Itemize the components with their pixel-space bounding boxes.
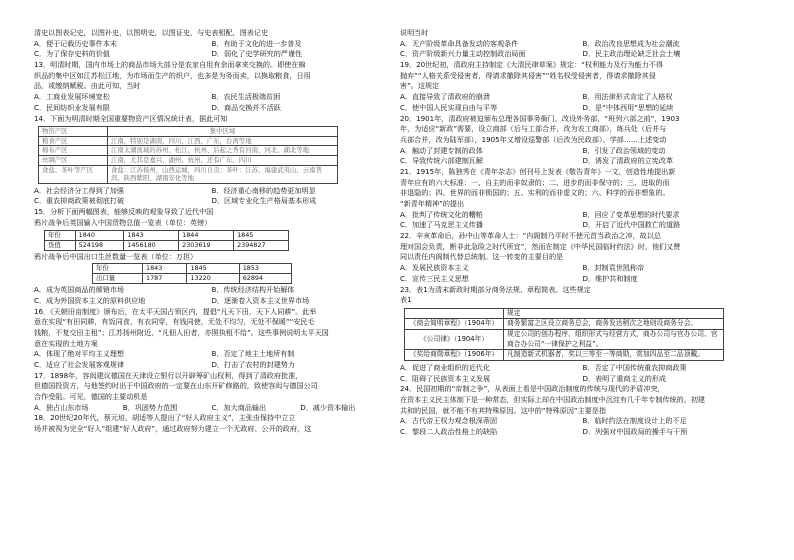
- table-cell: 1844: [179, 230, 234, 240]
- table-cell: 粮食产区: [39, 136, 108, 146]
- q14-option: C．重农抑商政策被彻底打破: [34, 196, 125, 206]
- q15-option: B．传统经济结构开始解体: [211, 285, 295, 295]
- table-cell: 丝绸产区: [39, 155, 108, 165]
- q22-option: D．维护共和制度: [582, 273, 638, 283]
- q19-option: C．使中国人民实现自由与平等: [400, 102, 498, 112]
- q21-option: D．开启了近代中国救亡的道路: [582, 220, 681, 230]
- q16-stem-line: 钱粮，不复交田主租”；江苏扬州附近，“凡佃人田者，亦照执租不给”。这些事例说明太平天国: [34, 327, 329, 337]
- q13-stem-line: 13．明清时期，国内市场上的商品市场大部分是农家自用有余而拿来交换的。即使在棉: [34, 60, 306, 70]
- q15-table-a: [44, 230, 289, 251]
- q15-stem: 15．分析下面两幅图表，能够反映的观象导致了近代中国: [34, 207, 214, 217]
- q16-option: D．打击了农村的封建势力: [211, 360, 295, 369]
- q19-option: D．是“中体西用”思想的延续: [582, 102, 674, 112]
- q17-option: B．巩固势力范围: [122, 402, 178, 412]
- q17-stem-line: 但德国投资方，与他签约时出于中国政府的一定要在山东开矿修路的，致使容闳与德国公司: [34, 381, 318, 391]
- q12-option-b: B．有助于文化的进一步普及: [211, 38, 302, 48]
- q16-options-row: [34, 360, 389, 371]
- q23-option: C．阻碍了民族资本主义发展: [400, 373, 491, 383]
- table-row: [93, 274, 292, 284]
- table-header-cell: 集中区域: [108, 127, 338, 137]
- table-cell: 食盐、茶叶等产区: [39, 165, 108, 183]
- table-cell: 62894: [239, 274, 291, 284]
- q14-options-row: [34, 186, 389, 197]
- q23-options-row: [400, 374, 765, 385]
- table-row: [45, 230, 289, 240]
- q20-stem-line: 20．1901年，清政府被迫颁布总理各国事务衙门，改设外务部，“班列六部之前”，1903: [400, 113, 680, 123]
- q15-options-row: [34, 285, 389, 296]
- table-cell: 商务繁富之区设立商务总会，商务发达稍次之地则设商务分会。: [504, 319, 724, 330]
- q16-option: C．适应了社会发展客观规律: [34, 360, 125, 369]
- table-cell: 江南，尤其是嘉兴、湖州、杭州、还有广东、四川: [108, 155, 338, 165]
- table-cell: 2394827: [234, 240, 289, 250]
- q24-option: A．古代帝王权力观念根深蒂固: [400, 416, 498, 426]
- q12-option-d: D．弱化了史学研究的严谨性: [211, 49, 303, 59]
- q17-stem-line: 17．1898年，容闳建议德国在天津设立银行以开辟筹矿山权利，得到了清政府批准，: [34, 370, 303, 380]
- table-row: [39, 136, 338, 146]
- q22-stem-line: 22．辛亥革命后，孙中山等革命人士：“内阁制乃平时不使元首当政治之冲，故以总: [400, 231, 661, 241]
- table-cell: 《公司律》（1904年）: [405, 330, 504, 350]
- q20-option: C．导致传统六部建制瓦解: [400, 156, 483, 166]
- q12-stem: 清史以图表记史，以图补史，以图明史，以图证史，与史表相配，图表记史: [34, 28, 269, 37]
- q19-stem-line: 19．20世纪初，清政府主持制定《大清民律草案》规定：“权利能力及行为能力不得: [400, 60, 663, 70]
- q19-option: B．用法律形式肯定了人格权: [582, 92, 673, 102]
- table-header-row: [39, 127, 338, 137]
- q21-options-row: [400, 220, 765, 231]
- q23-table: [404, 308, 724, 361]
- q23-option: B．否定了中国传统重农抑商政策: [582, 362, 687, 372]
- table-cell: 货值: [45, 240, 76, 250]
- table-cell: 2303619: [179, 240, 234, 250]
- q14-stem: 14．下面为明清时期全国重要物资产区情况统计表，据此可知: [34, 113, 228, 123]
- q20-stem-line: 兵部合并，改为陆军部），1905年又增设巡警部（后改为民政部）、学部……上述变动: [400, 134, 667, 144]
- q22-options-row: [400, 274, 765, 285]
- table-cell: 1456180: [124, 240, 179, 250]
- q16-option: B．否定了地主土地所有制: [211, 349, 295, 359]
- q23-stem: 23．表1为清末新政时期部分商务法规、章程简表。这些规定: [400, 284, 591, 294]
- q22-stem-line: 同以责任内阁制代替总统制。这一转变的主要目的是: [400, 252, 564, 262]
- q18-option: A．无产阶级革命具备发动的客观条件: [400, 38, 519, 48]
- q17-option: D．减少资本输出: [300, 402, 356, 412]
- q14-table: [38, 126, 338, 184]
- q18-options-row: [400, 39, 765, 50]
- q15-table-b: [92, 263, 292, 284]
- q21-option: A．批判了传统文化的糟粕: [400, 209, 483, 219]
- q21-stem-line: “新青年精神”的提出: [400, 199, 465, 208]
- q20-stem-line: 年，为适应“新政”需要，设立商部（后与工部合并，改为农工商部），练兵处（后并与: [400, 124, 667, 134]
- table-row: [39, 155, 338, 165]
- q17-stem-line: 合作受阻。可见，德国的主要动机是: [34, 392, 148, 402]
- q13-option: A．工商业发展环境宽松: [34, 92, 110, 102]
- q20-option: B．引发了政治领域的变动: [582, 145, 666, 155]
- q13-option: B．农民生活极端贫困: [211, 92, 281, 102]
- q15-table-b-caption: 鸦片战争后中国出口生丝数量一览表（单位：万担）: [34, 251, 198, 261]
- table-cell: 《商会简明章程》（1904年）: [405, 319, 504, 330]
- table-cell: 棉布产区: [39, 146, 108, 156]
- table-cell: 出口量: [93, 274, 143, 284]
- q19-stem-line: 害”。这规定: [400, 81, 440, 91]
- table-cell: 1845: [234, 230, 289, 240]
- q24-options-row: [400, 427, 765, 438]
- q15-option: C．成为外国资本主义的原料供应地: [34, 295, 146, 305]
- q17-option: C．加大商品输出: [211, 402, 267, 412]
- left-column: [34, 28, 389, 435]
- q13-stem-line: 品，或缴纳赋税。由此可知，当时: [34, 81, 141, 91]
- q24-options-row: [400, 416, 765, 427]
- q22-option: C．宣传三民主义思想: [400, 273, 469, 283]
- q24-option: C．黎段二人政治性格上的缺陷: [400, 426, 498, 436]
- q21-option: B．回应了变革思想的时代要求: [582, 209, 680, 219]
- q13-stem-line: 织品的集中区如江苏松江地，为市场而生产的织户，也多是为务而卖，以换取粮食，日用: [34, 70, 311, 80]
- q12-option-c: C．为了保存史料的价值: [34, 49, 110, 59]
- table-cell: 规定公司的创办程序、组织形式与经营方式，商办公司与官办公司、官商合办公司“一律保护之利益”。: [504, 330, 724, 350]
- q17-option: A．独占山东市场: [34, 402, 89, 412]
- q12-options-row-1: [34, 39, 389, 50]
- table-cell: 江南太湖流域的苏州、松江、杭州、后起之秀有河南、河北、湖北等地: [108, 146, 338, 156]
- right-column: [400, 28, 765, 438]
- q15-table-a-caption: 鸦片战争后英国输入中国货物总值一览表（单位：英镑）: [34, 217, 212, 227]
- q18-stem-line: 18．20世纪20年代，蔡元培、胡适等人提出了“好人政府主义”，主张由保持中立立: [34, 413, 296, 423]
- table-row: [405, 350, 724, 361]
- q15-option: A．成为英国商品的倾销市场: [34, 285, 124, 295]
- q16-options-row: [34, 349, 389, 360]
- q21-stem-line: 青年应有的六大标准：一、自主的而非奴隶的；二、进步的而非保守的；三、进取的而: [400, 177, 670, 187]
- q13-option: C．民间纺织业发展有限: [34, 102, 110, 112]
- table-cell: 1787: [143, 274, 187, 284]
- q15-options-row: [34, 296, 389, 307]
- table-cell: 13220: [187, 274, 239, 284]
- q18-stem-continued: 说明当时: [400, 28, 429, 37]
- q19-stem-line: 抛弃”“人格关系受侵害者，得请求撤除其侵害”“姓名权受侵害者，得请求撤除其侵: [400, 70, 656, 80]
- table-cell: 1843: [143, 264, 187, 274]
- q18-options-row: [400, 49, 765, 60]
- table-cell: 1840: [75, 230, 124, 240]
- q17-options-row: [34, 403, 389, 414]
- table-header-cell: 规定: [504, 308, 724, 319]
- table-cell: 凡制造新式机器者，奖以三等至一等商勋，赏加四品至二品顶戴。: [504, 350, 724, 361]
- q21-stem-line: 非退隐的；四、世界的而非锁国的；五、实利的而非虚文的；六、科学的而非想象的。: [400, 188, 670, 198]
- q19-option: A．直接导致了清政府的崩溃: [400, 92, 490, 102]
- q22-option: A．发展民族资本主义: [400, 263, 469, 273]
- q23-option: A．促进了商业组织的近代化: [400, 362, 490, 372]
- q15-option: D．逐渐卷入资本主义世界市场: [211, 295, 310, 305]
- q13-options-row: [34, 92, 389, 103]
- q13-options-row: [34, 103, 389, 114]
- q14-option: D．区域专业化生产格局基本形成: [211, 196, 317, 206]
- q23-table-label: 表1: [400, 295, 412, 305]
- q14-options-row: [34, 196, 389, 207]
- q24-option: B．临时约法在制度设计上的不足: [582, 416, 687, 426]
- table-row: [39, 165, 338, 183]
- q12-option-a: A．便于记载历史事件本末: [34, 38, 117, 48]
- q22-stem-line: 理对国会负责，断非此急险之时代所宜”，然而在制定《中华民国临时约法》时，他们又赞: [400, 241, 681, 251]
- q18-option: C．资产阶级新兴力量主动控制政治局面: [400, 49, 526, 59]
- table-cell: 1853: [239, 264, 291, 274]
- table-row: [93, 264, 292, 274]
- table-cell: 年份: [45, 230, 76, 240]
- table-cell: 1843: [124, 230, 179, 240]
- q20-option: A．触动了封建专制的政体: [400, 145, 483, 155]
- q14-option: B．经济重心南移的趋势更加明显: [211, 185, 316, 195]
- table-cell: 年份: [93, 264, 143, 274]
- q13-option: D．商品交换并不活跃: [211, 102, 281, 112]
- q16-stem-line: 意在实现“有田同耕，有饭同食，有衣同穿，有钱同使，无处不均匀，无处不保暖”“安民毛: [34, 317, 315, 327]
- table-cell: 《奖给商勋章程》（1906年）: [405, 350, 504, 361]
- table-row: [405, 330, 724, 350]
- q16-stem-line: 意在实现的土地方案: [34, 338, 98, 348]
- q20-options-row: [400, 146, 765, 157]
- q18-stem-line: 场并被视为完全“好人”组建“好人政府”，通过政府努力建立一个无政府、公开的政府，这: [34, 424, 312, 434]
- q22-options-row: [400, 263, 765, 274]
- q24-stem-line: 共和的民国，就不能不有其特殊原因。这中的“特殊原因”主要是指: [400, 405, 606, 415]
- q20-option: D．诱发了清政府的立宪改革: [582, 156, 674, 166]
- q24-stem-line: 在资本主义民主体制下是一种常态，但实际上却在中国政治制度中沉淀有几千年专制传统的、初建: [400, 394, 706, 404]
- q14-option: A．社会经济分工得到了加强: [34, 185, 124, 195]
- table-row: [45, 240, 289, 250]
- table-header-cell: [405, 308, 504, 319]
- q21-stem-line: 21．1915年，陈独秀在《青年杂志》创刊号上发表《敬告青年》一文，创造性地提出新: [400, 166, 676, 176]
- q16-stem-line: 16．《天朝田亩制度》颁布后，在太平天国占领区内，提倡“凡天下田，天下人同耕”。此举: [34, 306, 317, 316]
- q18-option: B．政治改良思想成为社会潮流: [582, 38, 680, 48]
- q22-option: B．封制袁世凯称帝: [582, 263, 645, 273]
- q24-option: D．列强对中国政局的操手与干预: [582, 426, 688, 436]
- table-header-cell: 物资产区: [39, 127, 108, 137]
- table-row: [405, 319, 724, 330]
- q24-stem-line: 24．民国初期的“帝制之争”，从表面上看是中国政治制度的传统与现代的矛盾冲突，: [400, 384, 665, 394]
- q18-option: D．民主政治理论缺乏社会土壤: [582, 49, 681, 59]
- q23-options-row: [400, 363, 765, 374]
- q21-options-row: [400, 210, 765, 221]
- table-cell: 1845: [187, 264, 239, 274]
- q12-options-row-2: [34, 49, 389, 60]
- q16-option: A．体现了绝对平均主义理想: [34, 349, 124, 359]
- table-cell: 食盐：江苏扬州，山西运城，四川自贡；茶叶：江苏、福建武夷山、云南普洱、陕西紫阳、湖南安化等地: [108, 165, 338, 183]
- q20-options-row: [400, 156, 765, 167]
- table-cell: 524198: [75, 240, 124, 250]
- q23-option: D．表明了重商主义的形成: [582, 373, 666, 383]
- table-header-row: [405, 308, 724, 319]
- q19-options-row: [400, 103, 765, 114]
- table-cell: 江南，特别是湖南、四川、江西、广东，台湾等地: [108, 136, 338, 146]
- q21-option: C．加速了马克思主义传播: [400, 220, 483, 230]
- q19-options-row: [400, 92, 765, 103]
- table-row: [39, 146, 338, 156]
